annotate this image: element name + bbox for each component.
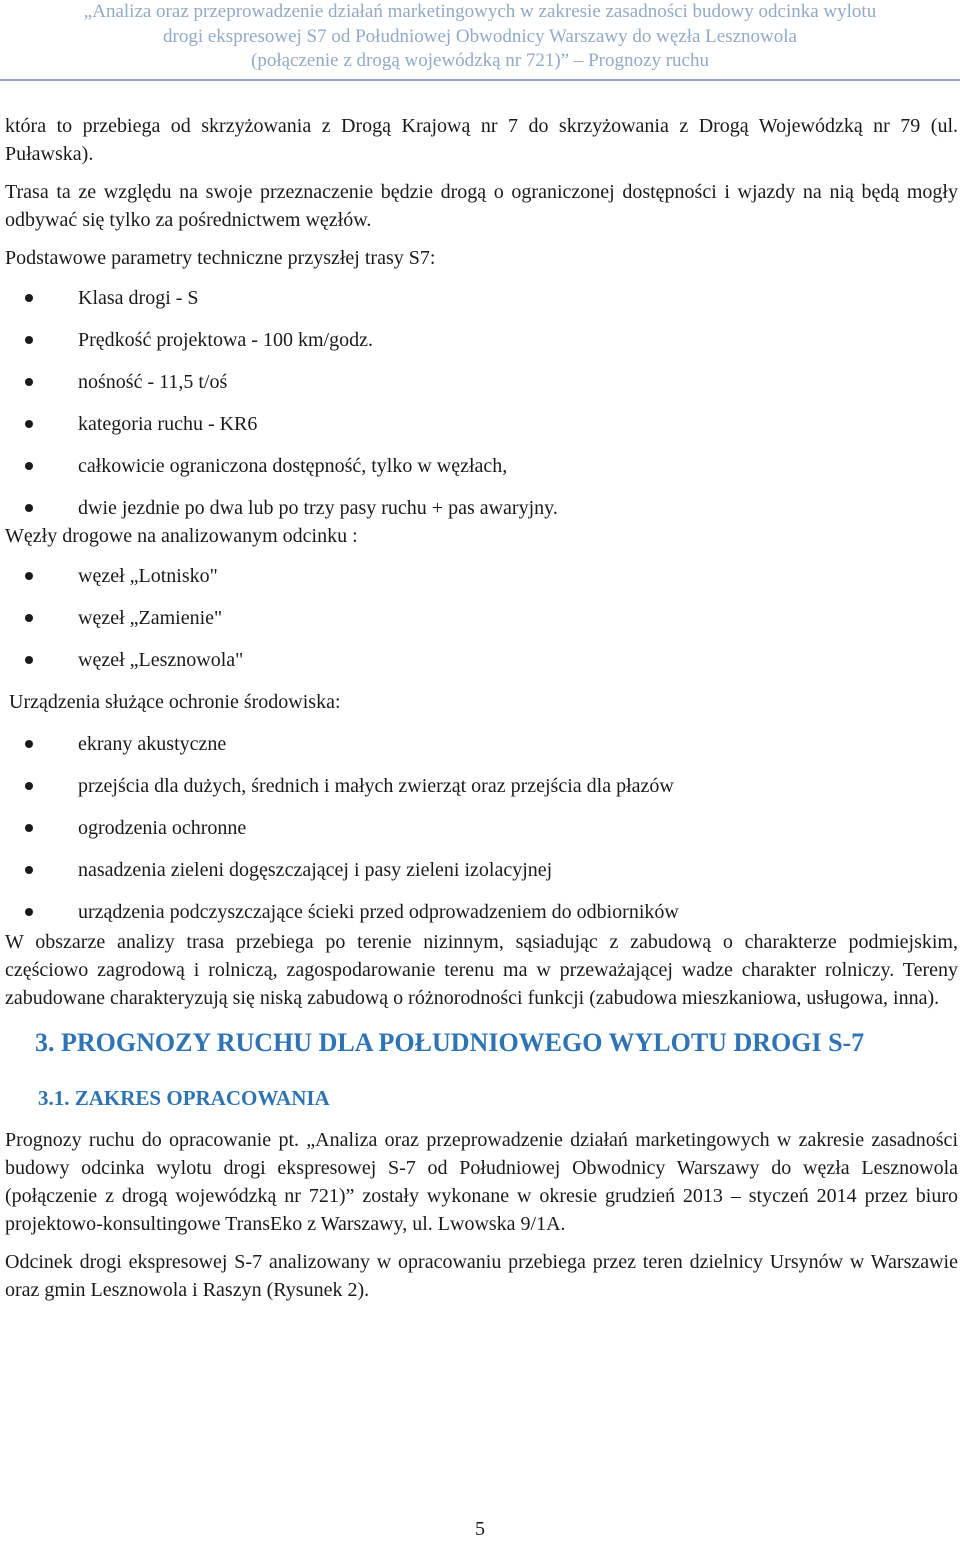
bullet-icon	[25, 656, 33, 664]
list-item	[5, 814, 958, 856]
bullet-icon	[25, 782, 33, 790]
list-item	[5, 410, 958, 452]
header-rule	[0, 79, 960, 81]
list-item-text: kategoria ruchu - KR6	[78, 413, 258, 435]
paragraph-scope: Prognozy ruchu do opracowanie pt. „Analiza oraz przeprowadzenie działań marketingowych w zakresie zasadności budowy odcinka wylotu drogi ekspresowej S-7 od Południowej Obwodnicy Warszawy do węzła Lesznowola (połączenie z drogą wojewódzką nr 721)” zostały wykonane w okresie grudzień 2013 – styczeń 2014 przez biuro projektowo-konsultingowe TransEko z Warszawy, ul. Lwowska 9/1A.	[5, 1129, 958, 1235]
list-item	[5, 730, 958, 772]
list-item	[5, 494, 958, 522]
env-label: Urządzenia służące ochronie środowiska:	[9, 691, 341, 713]
list-item-text: ogrodzenia ochronne	[78, 817, 247, 839]
list-item-text: węzeł „Zamienie"	[78, 607, 223, 629]
bullet-icon	[25, 614, 33, 622]
header-line-3: (połączenie z drogą wojewódzką nr 721)” – Prognozy ruchu	[251, 50, 709, 71]
list-item-text: nośność - 11,5 t/oś	[78, 371, 228, 393]
subsection-heading: 3.1. ZAKRES OPRACOWANIA	[38, 1086, 330, 1110]
list-item-text: węzeł „Lotnisko"	[78, 565, 218, 587]
bullet-icon	[25, 824, 33, 832]
running-header	[0, 0, 960, 74]
paragraph-segment: Odcinek drogi ekspresowej S-7 analizowany w opracowaniu przebiega przez teren dzielnicy Ursynów w Warszawie oraz gmin Lesznowola i Raszyn (Rysunek 2).	[5, 1251, 958, 1301]
bullet-icon	[25, 504, 33, 512]
header-line-1: „Analiza oraz przeprowadzenie działań marketingowych w zakresie zasadności budowy odcinka wylotu	[83, 1, 877, 22]
paragraph-route-continuation: która to przebiega od skrzyżowania z Drogą Krajową nr 7 do skrzyżowania z Drogą Wojewódzką nr 79 (ul. Puławska).	[5, 115, 958, 165]
list-item	[5, 326, 958, 368]
bullet-icon	[25, 294, 33, 302]
list-item-text: przejścia dla dużych, średnich i małych zwierząt oraz przejścia dla płazów	[78, 775, 674, 797]
params-list	[5, 284, 958, 522]
list-item	[5, 562, 958, 604]
list-item-text: węzeł „Lesznowola"	[78, 649, 244, 671]
nodes-list	[5, 562, 958, 688]
env-list	[5, 730, 958, 928]
list-item	[5, 452, 958, 494]
header-line-2: drogi ekspresowej S7 od Południowej Obwodnicy Warszawy do węzła Lesznowola	[163, 25, 797, 47]
bullet-icon	[25, 462, 33, 470]
bullet-icon	[25, 866, 33, 874]
list-item-text: nasadzenia zieleni dogęszczającej i pasy zieleni izolacyjnej	[78, 859, 553, 881]
bullet-icon	[25, 572, 33, 580]
list-item-text: Prędkość projektowa - 100 km/godz.	[78, 329, 373, 351]
list-item-text: całkowicie ograniczona dostępność, tylko w węzłach,	[78, 455, 508, 477]
list-item	[5, 284, 958, 326]
list-item-text: Klasa drogi - S	[78, 287, 199, 309]
list-item	[5, 856, 958, 898]
bullet-icon	[25, 420, 33, 428]
bullet-icon	[25, 908, 33, 916]
paragraph-access-restriction: Trasa ta ze względu na swoje przeznaczenie będzie drogą o ograniczonej dostępności i wjazdy na nią będą mogły odbywać się tylko za pośrednictwem węzłów.	[5, 181, 958, 231]
bullet-icon	[25, 378, 33, 386]
list-item	[5, 898, 958, 928]
params-label: Podstawowe parametry techniczne przyszłej trasy S7:	[5, 247, 436, 269]
list-item	[5, 368, 958, 410]
list-item	[5, 646, 958, 688]
page-body	[5, 112, 958, 1312]
list-item-text: ekrany akustyczne	[78, 733, 227, 755]
list-item	[5, 604, 958, 646]
list-item-text: dwie jezdnie po dwa lub po trzy pasy ruchu + pas awaryjny.	[78, 497, 558, 519]
list-item	[5, 772, 958, 814]
bullet-icon	[25, 740, 33, 748]
page-number: 5	[475, 1518, 485, 1540]
section-heading: 3. PROGNOZY RUCHU DLA POŁUDNIOWEGO WYLOTU DROGI S-7	[35, 1028, 865, 1057]
bullet-icon	[25, 336, 33, 344]
nodes-label: Węzły drogowe na analizowanym odcinku :	[5, 525, 358, 547]
paragraph-area-description: W obszarze analizy trasa przebiega po terenie nizinnym, sąsiadując z zabudową o charakterze podmiejskim, częściowo zagrodową i rolniczą, zagospodarowanie terenu ma w przeważającej wadze charakter rolniczy. Tereny zabudowane charakteryzują się niską zabudową o różnorodności funkcji (zabudowa mieszkaniowa, usługowa, inna).	[5, 931, 958, 1009]
list-item-text: urządzenia podczyszczające ścieki przed odprowadzeniem do odbiorników	[78, 901, 679, 923]
